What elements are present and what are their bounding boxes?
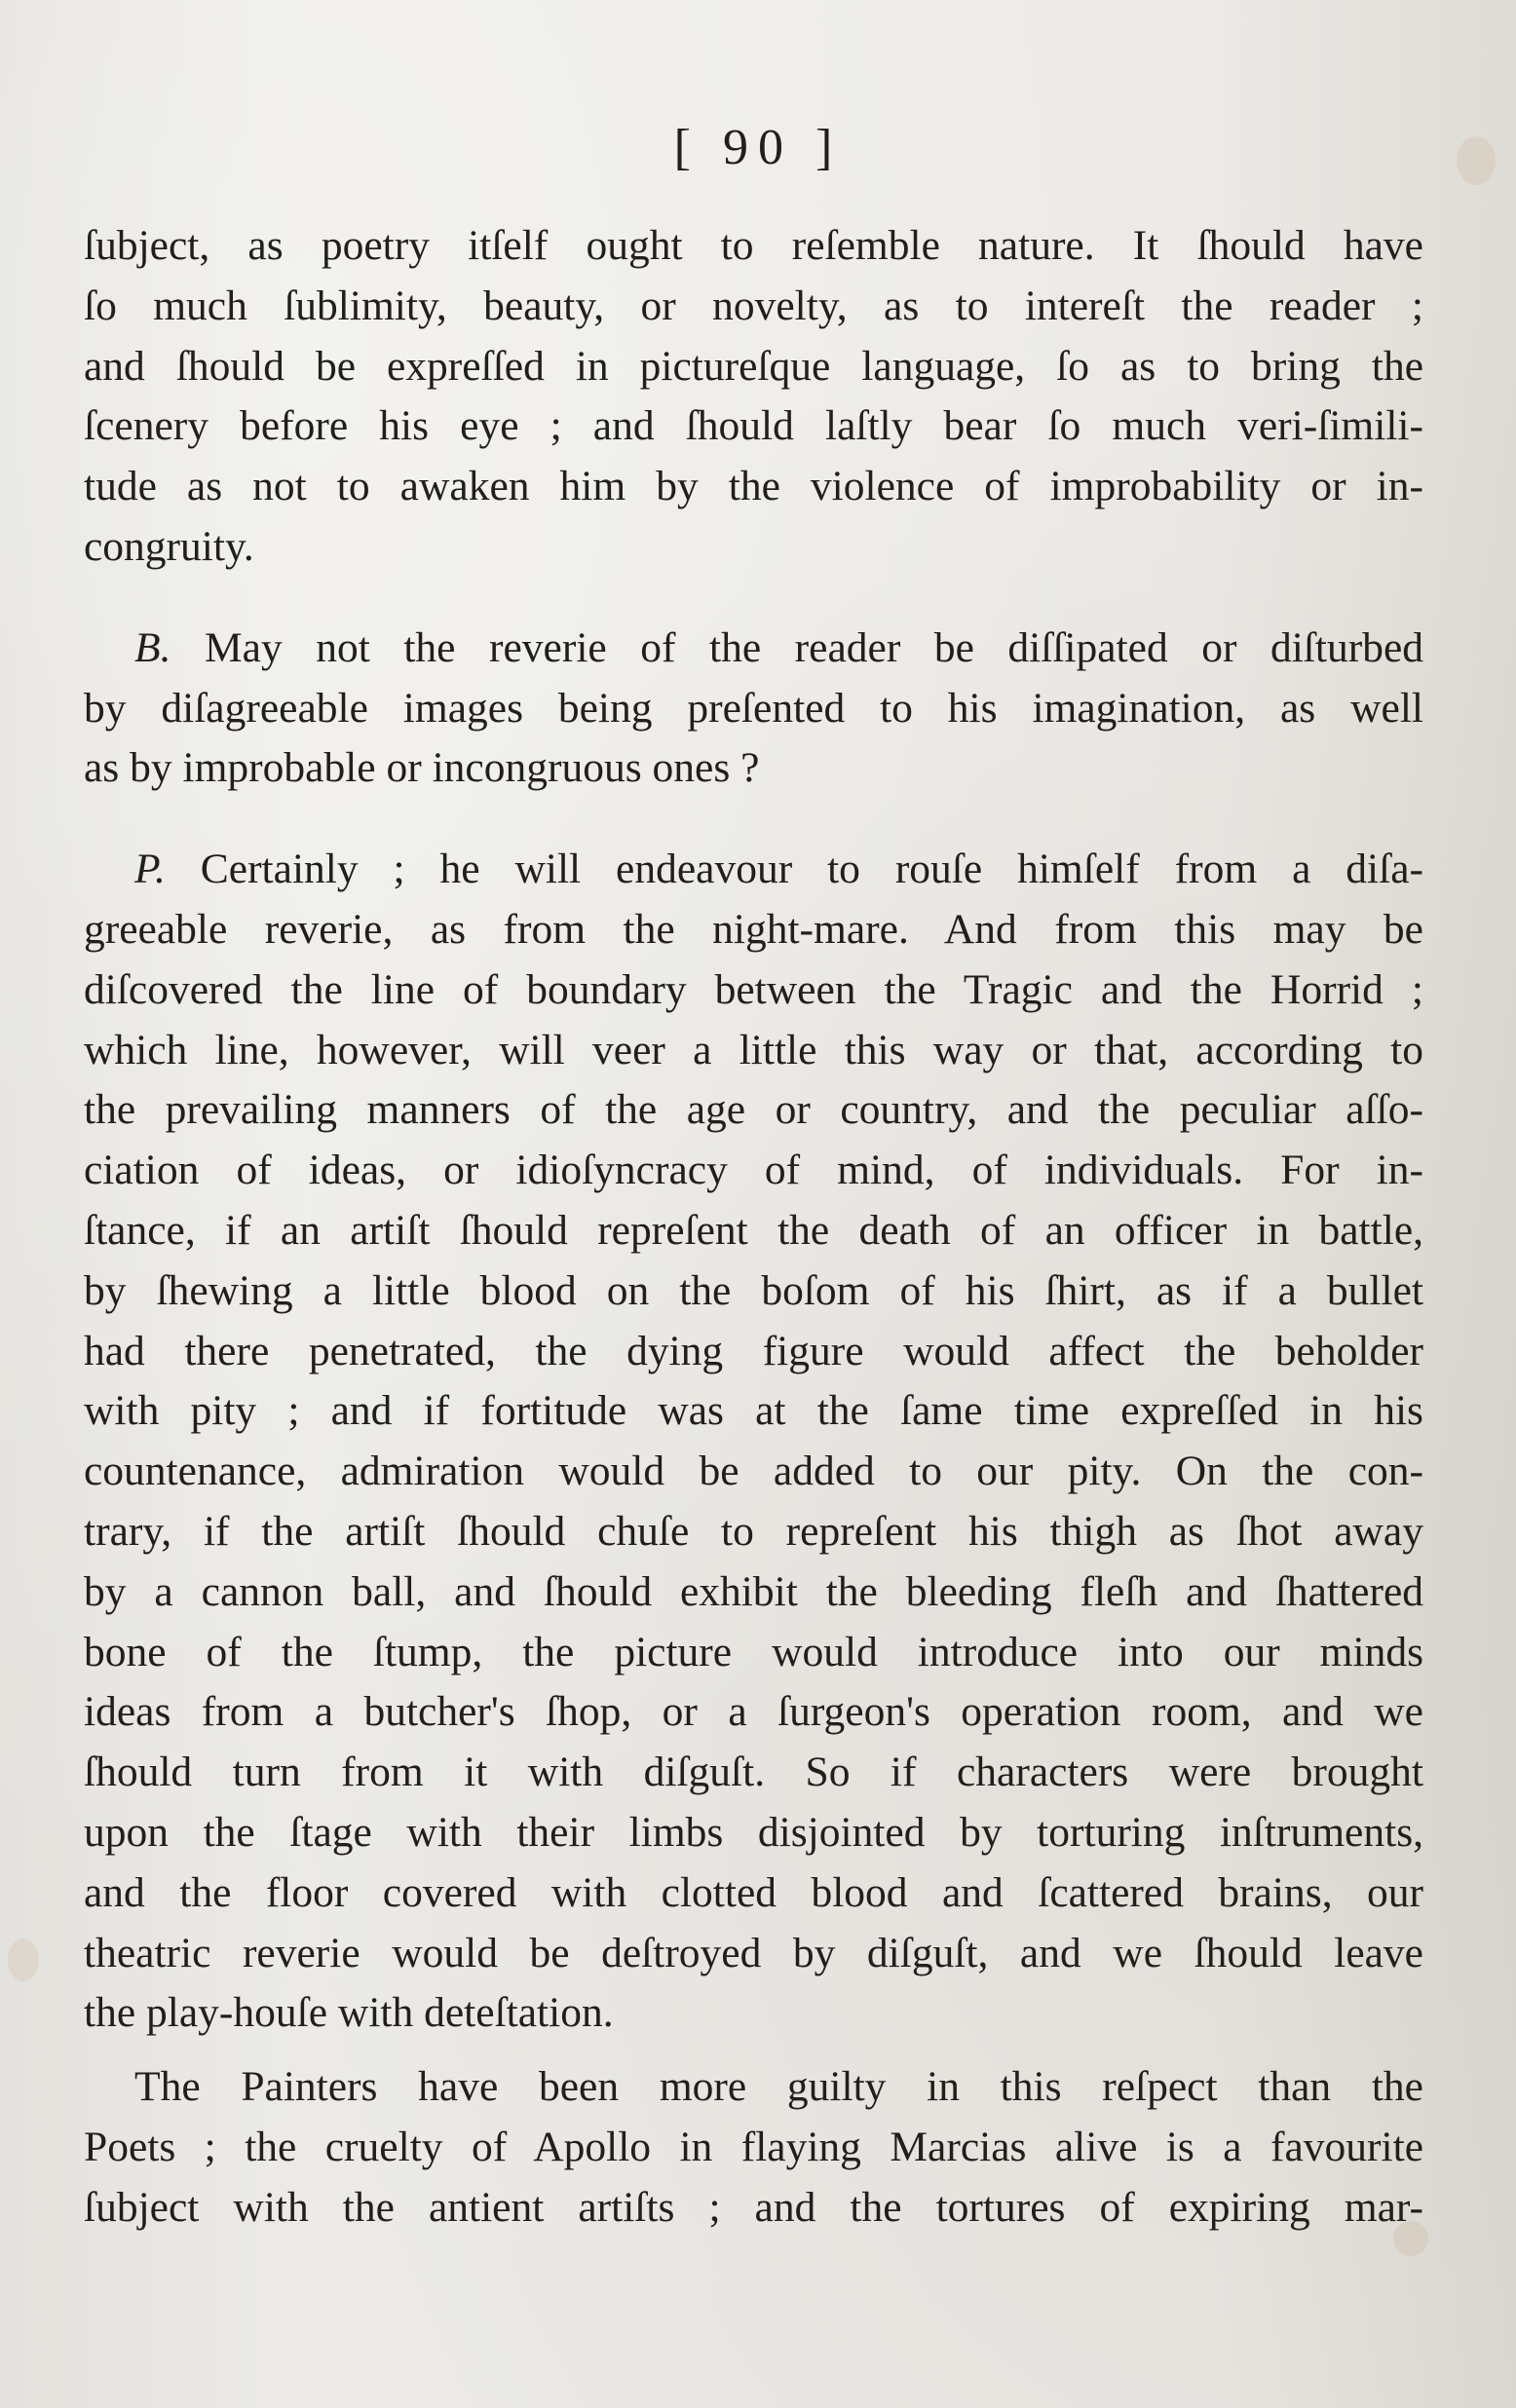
text-line: ſhould turn from it with diſguſt. So if characters were brought [84, 1749, 1423, 1796]
text-line: and the floor covered with clotted blood and ſcattered brains, our [84, 1868, 1423, 1916]
text-line: diſcovered the line of boundary between the Tragic and the Horrid ; [84, 965, 1423, 1013]
page-number: [ 90 ] [673, 120, 843, 175]
text-line: the prevailing manners of the age or country, and the peculiar aſſo- [84, 1086, 1423, 1134]
text-line: had there penetrated, the dying figure would affect the beholder [84, 1327, 1423, 1374]
text-line: The Painters have been more guilty in this reſpect than the [134, 2063, 1423, 2111]
text-line: ſtance, if an artiſt ſhould repreſent the death of an officer in battle, [84, 1206, 1423, 1254]
paragraph [84, 840, 1423, 2044]
text-line: by a cannon ball, and ſhould exhibit the bleeding fleſh and ſhattered [84, 1567, 1423, 1615]
text-line: trary, if the artiſt ſhould chuſe to repreſent his thigh as ſhot away [84, 1507, 1423, 1555]
text-line: ciation of ideas, or idioſyncracy of mind, of individuals. For in- [84, 1147, 1423, 1194]
text-line: and ſhould be expreſſed in pictureſque language, ſo as to bring the [84, 342, 1423, 390]
text-line [84, 619, 1423, 679]
text-line: congruity. [84, 522, 254, 570]
text-line-body: May not the reverie of the reader be diſſipated or diſturbed [204, 623, 1424, 671]
text-line: ſo much ſublimity, beauty, or novelty, as to intereſt the reader ; [84, 282, 1423, 329]
paper-stain [8, 1938, 39, 1981]
paragraph [84, 216, 1423, 578]
body-text [84, 216, 1423, 2239]
speaker-label: P. [134, 846, 166, 893]
text-line: ſubject, as poetry itſelf ought to reſemble nature. It ſhould have [84, 222, 1423, 269]
text-line: by ſhewing a little blood on the boſom of his ſhirt, as if a bullet [84, 1266, 1423, 1314]
paragraph-gap [84, 799, 1423, 840]
text-line-body: Certainly ; he will endeavour to rouſe himſelf from a diſa- [200, 846, 1424, 893]
text-line: ideas from a butcher's ſhop, or a ſurgeon's operation room, and we [84, 1688, 1423, 1736]
text-line: tude as not to awaken him by the violence of improbability or in- [84, 463, 1423, 510]
text-line: the play-houſe with deteſtation. [84, 1989, 614, 2037]
text-line: by diſagreeable images being preſented to his imagination, as well [84, 684, 1423, 732]
text-line: upon the ſtage with their limbs disjointed by torturing inſtruments, [84, 1808, 1423, 1856]
paragraph [84, 619, 1423, 799]
paragraph-gap [84, 578, 1423, 619]
text-line: Poets ; the cruelty of Apollo in flaying Marcias alive is a favourite [84, 2123, 1423, 2170]
text-line: bone of the ſtump, the picture would introduce into our minds [84, 1628, 1423, 1675]
text-line: ſubject with the antient artiſts ; and the tortures of expiring mar- [84, 2183, 1423, 2231]
text-line: theatric reverie would be deſtroyed by diſguſt, and we ſhould leave [84, 1929, 1423, 1976]
speaker-label: B. [134, 623, 171, 671]
text-line [84, 840, 1423, 900]
text-line: countenance, admiration would be added to our pity. On the con- [84, 1448, 1423, 1495]
text-line: ſcenery before his eye ; and ſhould laſtly bear ſo much veri-ſimili- [84, 402, 1423, 450]
paragraph [84, 2057, 1423, 2238]
paragraph-gap [84, 2044, 1423, 2057]
text-line: which line, however, will veer a little this way or that, according to [84, 1026, 1423, 1073]
text-line: as by improbable or incongruous ones ? [84, 744, 760, 792]
text-line: greeable reverie, as from the night-mare. And from this may be [84, 905, 1423, 953]
text-line: with pity ; and if fortitude was at the ſame time expreſſed in his [84, 1387, 1423, 1435]
